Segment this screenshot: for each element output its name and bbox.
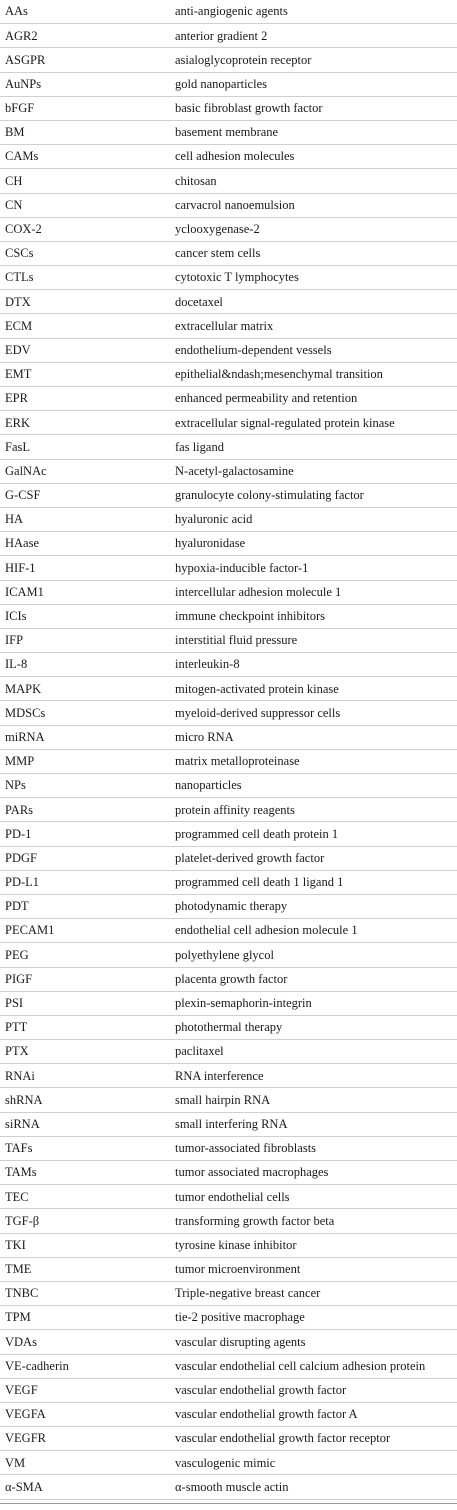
- abbreviation-row: [0, 459, 457, 483]
- abbreviation-row: [0, 1281, 457, 1305]
- abbreviation-row: [0, 1209, 457, 1233]
- abbreviation-definition: enhanced permeability and retention: [175, 387, 457, 411]
- abbreviation-term: PDGF: [0, 846, 175, 870]
- abbreviation-row: [0, 677, 457, 701]
- abbreviation-term: IFP: [0, 628, 175, 652]
- abbreviation-definition: mitogen-activated protein kinase: [175, 677, 457, 701]
- abbreviation-row: [0, 72, 457, 96]
- abbreviation-row: [0, 749, 457, 773]
- abbreviation-definition: endothelial cell adhesion molecule 1: [175, 919, 457, 943]
- abbreviation-term: VDAs: [0, 1330, 175, 1354]
- abbreviation-term: HAase: [0, 532, 175, 556]
- abbreviation-definition: granulocyte colony-stimulating factor: [175, 483, 457, 507]
- abbreviation-row: [0, 580, 457, 604]
- abbreviation-definition: endothelium-dependent vessels: [175, 338, 457, 362]
- abbreviation-term: CTLs: [0, 266, 175, 290]
- abbreviation-row: [0, 1040, 457, 1064]
- abbreviation-term: G-CSF: [0, 483, 175, 507]
- abbreviation-definition: tyrosine kinase inhibitor: [175, 1233, 457, 1257]
- abbreviation-definition: hyaluronic acid: [175, 507, 457, 531]
- abbreviation-term: CSCs: [0, 241, 175, 265]
- abbreviation-term: α-SMA: [0, 1475, 175, 1499]
- abbreviation-definition: vascular endothelial growth factor A: [175, 1402, 457, 1426]
- abbreviation-term: MMP: [0, 749, 175, 773]
- abbreviation-term: TGF-β: [0, 1209, 175, 1233]
- abbreviation-definition: docetaxel: [175, 290, 457, 314]
- abbreviation-term: PTX: [0, 1040, 175, 1064]
- abbreviation-definition: polyethylene glycol: [175, 943, 457, 967]
- abbreviation-term: ICIs: [0, 604, 175, 628]
- abbreviation-row: [0, 362, 457, 386]
- abbreviation-row: [0, 822, 457, 846]
- abbreviation-row: [0, 241, 457, 265]
- abbreviation-row: [0, 604, 457, 628]
- abbreviation-definition: extracellular matrix: [175, 314, 457, 338]
- abbreviation-term: siRNA: [0, 1112, 175, 1136]
- abbreviation-term: NPs: [0, 774, 175, 798]
- abbreviation-term: VEGFR: [0, 1427, 175, 1451]
- abbreviation-term: MDSCs: [0, 701, 175, 725]
- abbreviation-definition: matrix metalloproteinase: [175, 749, 457, 773]
- abbreviation-term: ECM: [0, 314, 175, 338]
- abbreviation-row: [0, 919, 457, 943]
- abbreviation-definition: small interfering RNA: [175, 1112, 457, 1136]
- abbreviation-term: IL-8: [0, 653, 175, 677]
- abbreviation-row: [0, 290, 457, 314]
- abbreviation-definition: tumor-associated fibroblasts: [175, 1136, 457, 1160]
- abbreviation-row: [0, 217, 457, 241]
- abbreviation-row: [0, 1306, 457, 1330]
- abbreviation-term: GalNAc: [0, 459, 175, 483]
- abbreviation-term: PEG: [0, 943, 175, 967]
- abbreviation-term: PDT: [0, 894, 175, 918]
- abbreviation-term: TME: [0, 1257, 175, 1281]
- abbreviation-row: [0, 870, 457, 894]
- abbreviation-term: EDV: [0, 338, 175, 362]
- abbreviation-definition: cytotoxic T lymphocytes: [175, 266, 457, 290]
- abbreviation-row: [0, 435, 457, 459]
- abbreviation-row: [0, 1378, 457, 1402]
- abbreviation-term: PIGF: [0, 967, 175, 991]
- abbreviation-term: COX-2: [0, 217, 175, 241]
- abbreviation-definition: small hairpin RNA: [175, 1088, 457, 1112]
- abbreviation-definition: nanoparticles: [175, 774, 457, 798]
- table-bottom-rule: [0, 1503, 457, 1504]
- abbreviation-definition: basement membrane: [175, 120, 457, 144]
- abbreviation-row: [0, 1427, 457, 1451]
- abbreviation-term: TAMs: [0, 1161, 175, 1185]
- abbreviation-term: HA: [0, 507, 175, 531]
- abbreviation-term: ASGPR: [0, 48, 175, 72]
- abbreviation-term: HIF-1: [0, 556, 175, 580]
- abbreviation-term: shRNA: [0, 1088, 175, 1112]
- abbreviation-term: PECAM1: [0, 919, 175, 943]
- abbreviation-row: [0, 943, 457, 967]
- abbreviation-term: CAMs: [0, 145, 175, 169]
- abbreviation-row: [0, 1354, 457, 1378]
- abbreviation-row: [0, 774, 457, 798]
- abbreviation-definition: tumor endothelial cells: [175, 1185, 457, 1209]
- abbreviation-row: [0, 169, 457, 193]
- abbreviation-definition: vasculogenic mimic: [175, 1451, 457, 1475]
- abbreviation-definition: epithelial&ndash;mesenchymal transition: [175, 362, 457, 386]
- abbreviation-row: [0, 1161, 457, 1185]
- abbreviation-row: [0, 1330, 457, 1354]
- abbreviation-definition: transforming growth factor beta: [175, 1209, 457, 1233]
- abbreviation-row: [0, 1136, 457, 1160]
- abbreviation-row: [0, 96, 457, 120]
- abbreviation-term: EMT: [0, 362, 175, 386]
- abbreviation-definition: vascular endothelial cell calcium adhesion protein: [175, 1354, 457, 1378]
- abbreviation-definition: anti-angiogenic agents: [175, 0, 457, 24]
- abbreviation-definition: interleukin-8: [175, 653, 457, 677]
- abbreviation-row: [0, 48, 457, 72]
- abbreviation-term: BM: [0, 120, 175, 144]
- abbreviation-definition: immune checkpoint inhibitors: [175, 604, 457, 628]
- abbreviation-definition: protein affinity reagents: [175, 798, 457, 822]
- abbreviation-row: [0, 846, 457, 870]
- abbreviation-definition: hypoxia-inducible factor-1: [175, 556, 457, 580]
- abbreviation-definition: intercellular adhesion molecule 1: [175, 580, 457, 604]
- abbreviation-row: [0, 120, 457, 144]
- abbreviation-definition: tumor microenvironment: [175, 1257, 457, 1281]
- abbreviation-definition: photodynamic therapy: [175, 894, 457, 918]
- abbreviation-term: PTT: [0, 1015, 175, 1039]
- abbreviation-row: [0, 1402, 457, 1426]
- abbreviation-row: [0, 1015, 457, 1039]
- abbreviation-definition: anterior gradient 2: [175, 24, 457, 48]
- abbreviation-row: [0, 483, 457, 507]
- abbreviation-term: EPR: [0, 387, 175, 411]
- abbreviation-row: [0, 1475, 457, 1499]
- abbreviation-row: [0, 0, 457, 24]
- abbreviation-term: PD-L1: [0, 870, 175, 894]
- abbreviation-row: [0, 532, 457, 556]
- abbreviation-row: [0, 991, 457, 1015]
- abbreviation-row: [0, 628, 457, 652]
- abbreviation-row: [0, 701, 457, 725]
- abbreviation-definition: tie-2 positive macrophage: [175, 1306, 457, 1330]
- abbreviation-term: DTX: [0, 290, 175, 314]
- abbreviation-term: MAPK: [0, 677, 175, 701]
- abbreviation-row: [0, 967, 457, 991]
- abbreviation-row: [0, 193, 457, 217]
- abbreviation-term: PSI: [0, 991, 175, 1015]
- abbreviation-row: [0, 24, 457, 48]
- abbreviation-term: VEGFA: [0, 1402, 175, 1426]
- abbreviation-definition: programmed cell death 1 ligand 1: [175, 870, 457, 894]
- abbreviation-definition: yclooxygenase-2: [175, 217, 457, 241]
- abbreviation-definition: fas ligand: [175, 435, 457, 459]
- abbreviation-term: bFGF: [0, 96, 175, 120]
- abbreviation-row: [0, 653, 457, 677]
- abbreviation-term: AAs: [0, 0, 175, 24]
- abbreviation-definition: gold nanoparticles: [175, 72, 457, 96]
- abbreviation-definition: RNA interference: [175, 1064, 457, 1088]
- abbreviation-row: [0, 507, 457, 531]
- abbreviation-row: [0, 1185, 457, 1209]
- abbreviation-definition: micro RNA: [175, 725, 457, 749]
- abbreviation-definition: tumor associated macrophages: [175, 1161, 457, 1185]
- abbreviation-row: [0, 556, 457, 580]
- abbreviation-definition: N-acetyl-galactosamine: [175, 459, 457, 483]
- abbreviation-definition: myeloid-derived suppressor cells: [175, 701, 457, 725]
- abbreviation-definition: vascular disrupting agents: [175, 1330, 457, 1354]
- abbreviation-definition: carvacrol nanoemulsion: [175, 193, 457, 217]
- abbreviation-term: AuNPs: [0, 72, 175, 96]
- abbreviation-definition: cell adhesion molecules: [175, 145, 457, 169]
- abbreviation-definition: basic fibroblast growth factor: [175, 96, 457, 120]
- abbreviation-definition: Triple-negative breast cancer: [175, 1281, 457, 1305]
- abbreviation-term: AGR2: [0, 24, 175, 48]
- abbreviation-definition: α-smooth muscle actin: [175, 1475, 457, 1499]
- abbreviation-term: CH: [0, 169, 175, 193]
- abbreviation-definition: vascular endothelial growth factor receptor: [175, 1427, 457, 1451]
- abbreviation-row: [0, 314, 457, 338]
- abbreviation-definition: asialoglycoprotein receptor: [175, 48, 457, 72]
- abbreviation-term: TNBC: [0, 1281, 175, 1305]
- abbreviation-term: VE-cadherin: [0, 1354, 175, 1378]
- abbreviation-row: [0, 1112, 457, 1136]
- abbreviation-term: TKI: [0, 1233, 175, 1257]
- abbreviation-definition: cancer stem cells: [175, 241, 457, 265]
- abbreviation-term: RNAi: [0, 1064, 175, 1088]
- abbreviation-term: VEGF: [0, 1378, 175, 1402]
- abbreviation-row: [0, 338, 457, 362]
- abbreviation-definition: placenta growth factor: [175, 967, 457, 991]
- abbreviation-definition: photothermal therapy: [175, 1015, 457, 1039]
- abbreviation-row: [0, 1088, 457, 1112]
- abbreviation-term: TAFs: [0, 1136, 175, 1160]
- abbreviation-term: TEC: [0, 1185, 175, 1209]
- abbreviation-term: miRNA: [0, 725, 175, 749]
- abbreviation-term: VM: [0, 1451, 175, 1475]
- abbreviation-term: FasL: [0, 435, 175, 459]
- abbreviation-definition: hyaluronidase: [175, 532, 457, 556]
- abbreviation-row: [0, 1064, 457, 1088]
- abbreviation-term: PD-1: [0, 822, 175, 846]
- abbreviation-row: [0, 1257, 457, 1281]
- abbreviation-row: [0, 145, 457, 169]
- abbreviation-definition: programmed cell death protein 1: [175, 822, 457, 846]
- abbreviation-row: [0, 411, 457, 435]
- abbreviation-definition: plexin-semaphorin-integrin: [175, 991, 457, 1015]
- abbreviation-definition: interstitial fluid pressure: [175, 628, 457, 652]
- abbreviation-term: PARs: [0, 798, 175, 822]
- abbreviation-term: CN: [0, 193, 175, 217]
- abbreviation-definition: extracellular signal-regulated protein kinase: [175, 411, 457, 435]
- abbreviation-row: [0, 1451, 457, 1475]
- abbreviation-row: [0, 266, 457, 290]
- abbreviation-definition: vascular endothelial growth factor: [175, 1378, 457, 1402]
- abbreviation-row: [0, 387, 457, 411]
- abbreviation-term: ERK: [0, 411, 175, 435]
- abbreviation-definition: paclitaxel: [175, 1040, 457, 1064]
- abbreviation-definition: platelet-derived growth factor: [175, 846, 457, 870]
- abbreviation-row: [0, 1233, 457, 1257]
- abbreviation-row: [0, 894, 457, 918]
- abbreviation-definition: chitosan: [175, 169, 457, 193]
- abbreviation-row: [0, 798, 457, 822]
- abbreviation-term: ICAM1: [0, 580, 175, 604]
- abbreviation-row: [0, 725, 457, 749]
- abbreviation-term: TPM: [0, 1306, 175, 1330]
